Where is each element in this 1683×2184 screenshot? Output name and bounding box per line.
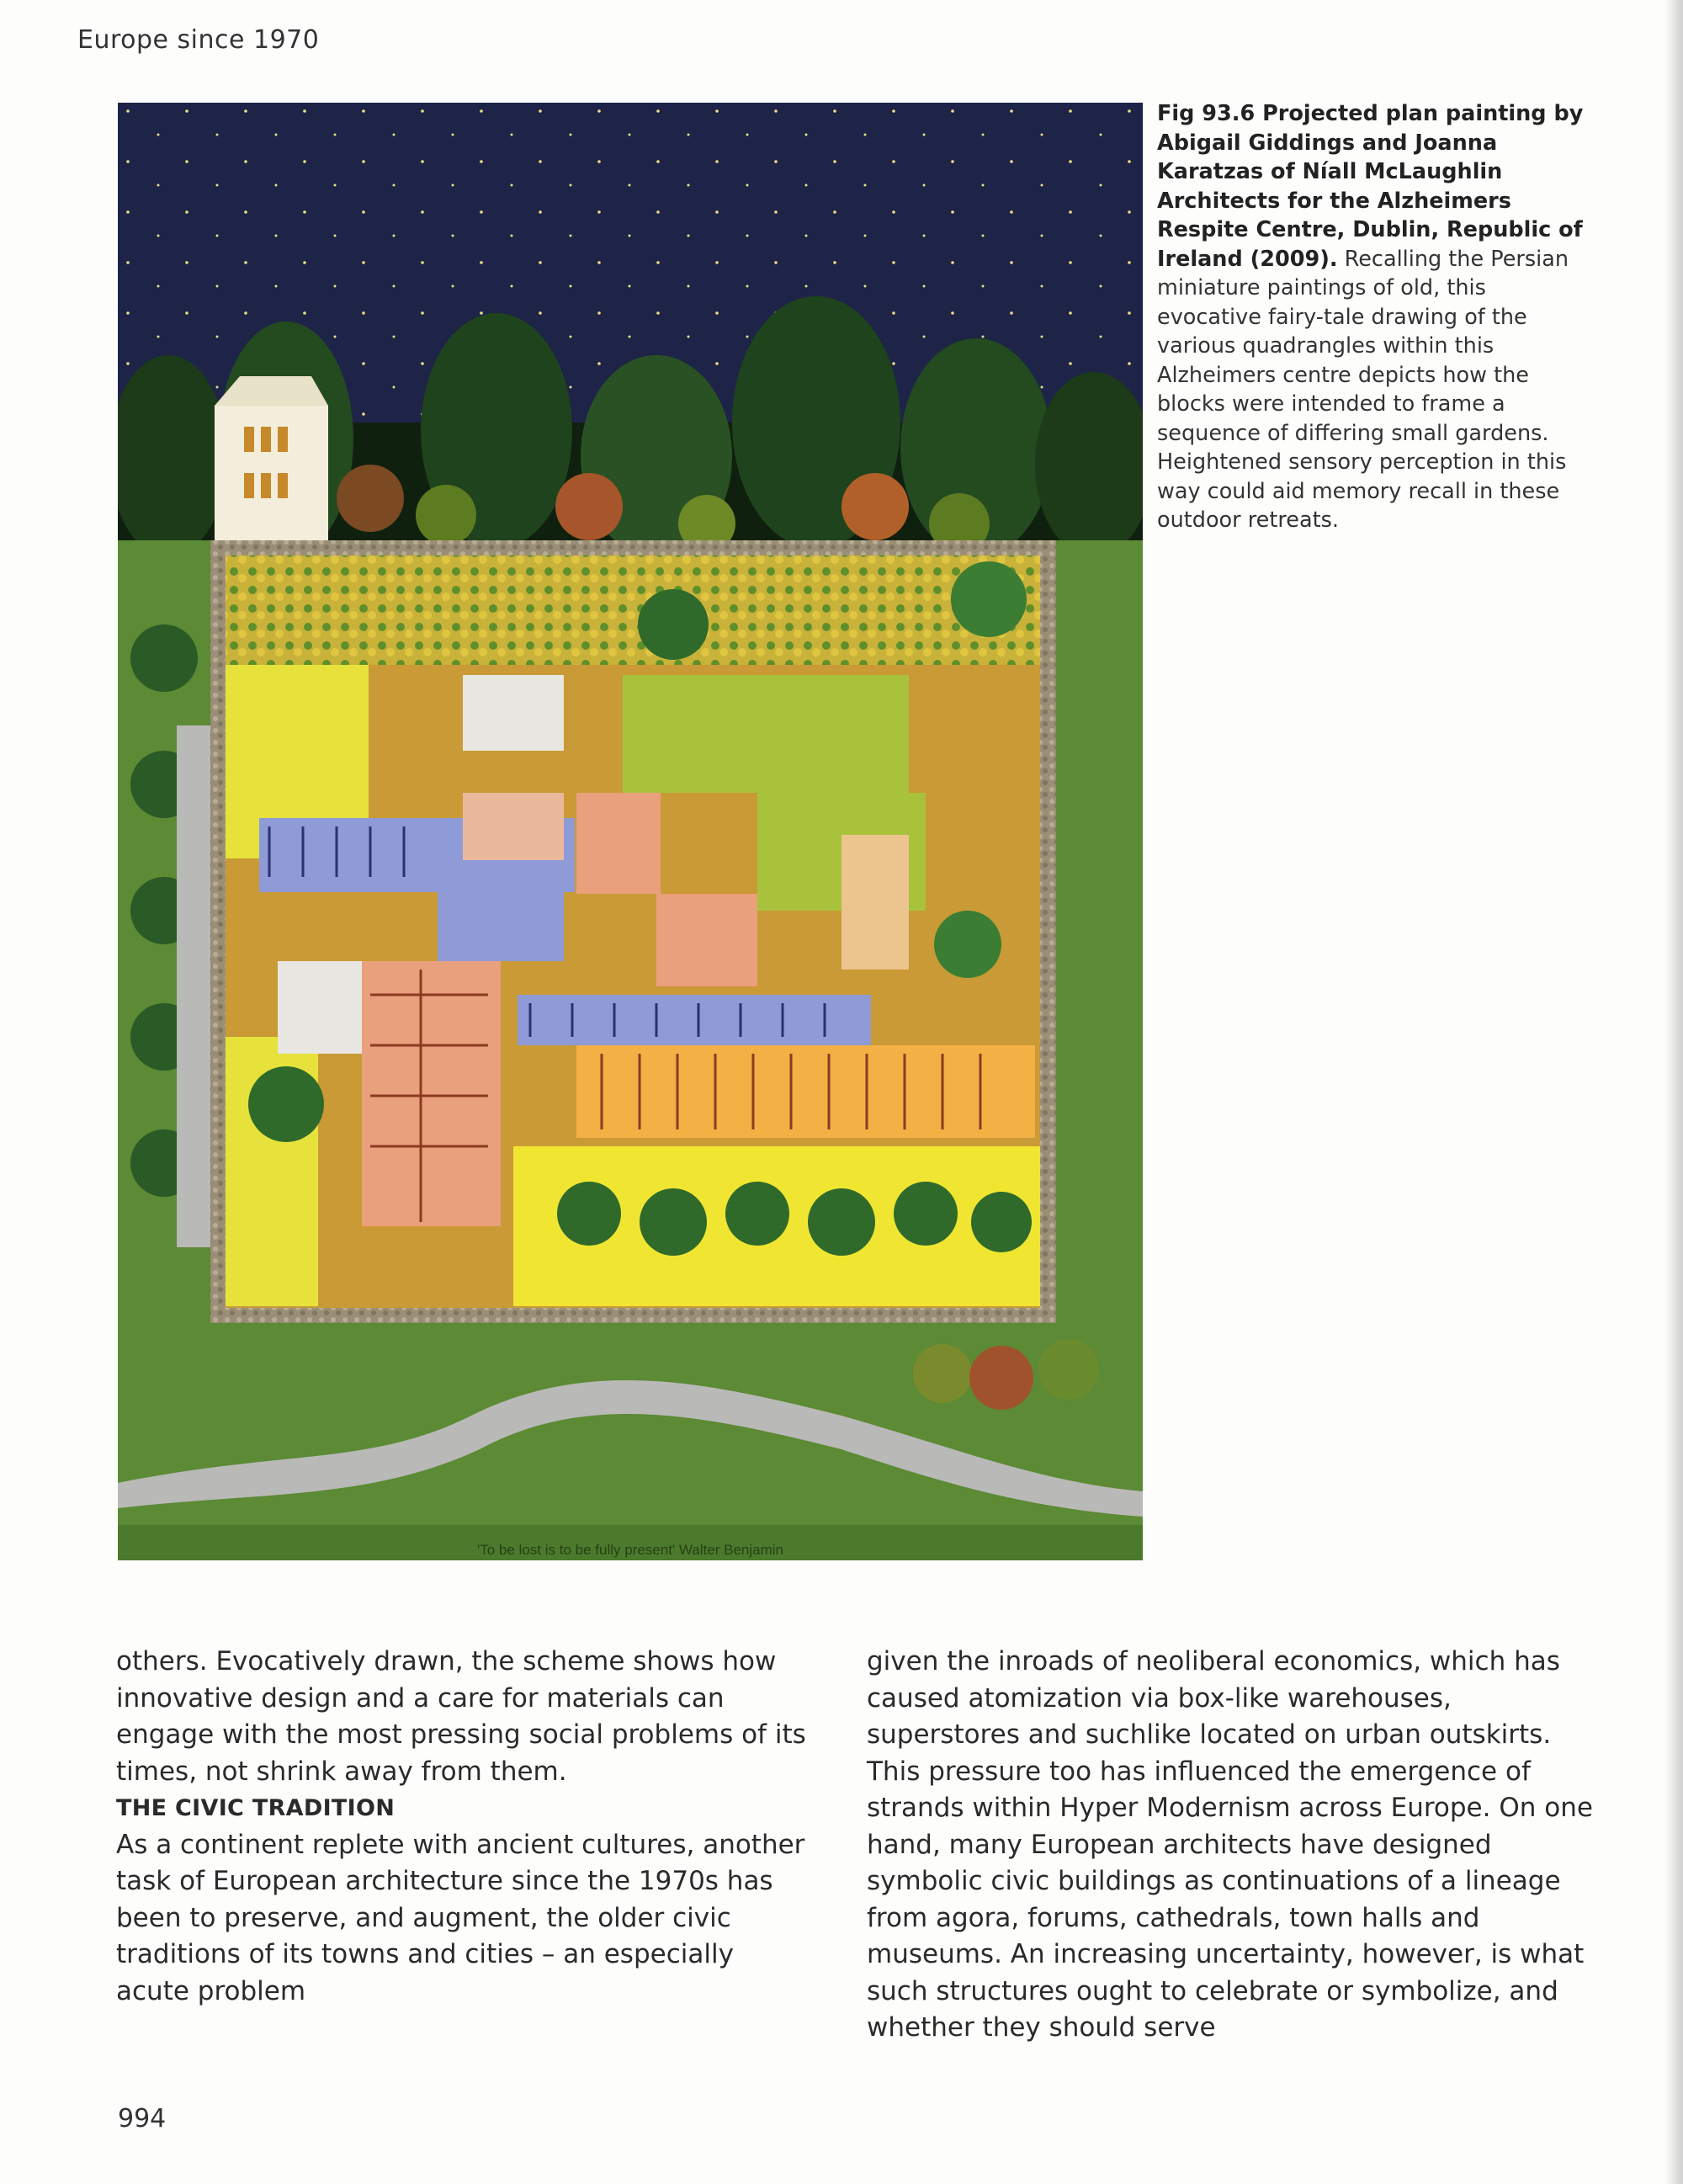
section-heading: THE CIVIC TRADITION (116, 1795, 396, 1821)
plan-painting (118, 103, 1143, 1560)
page-edge-shadow (1664, 0, 1683, 2184)
paragraph: As a continent replete with ancient cultures, another task of European architecture since the 1970s has been to preserve, and augment, the older civic traditions of its towns and cities – an especially acute problem (116, 1829, 805, 2006)
paragraph: given the inroads of neoliberal economics, which has caused atomization via box-like warehouses, superstores and suchlike located on urban outskirts. This pressure too has influenced the emergence of strands within Hyper Modernism across Europe. On one hand, many European architects have designed symbolic civic buildings as continuations of a lineage from agora, forums, cathedrals, town halls and museums. An increasing uncertainty, however, is what such structures ought to celebrate or symbolize, and whether they should serve (867, 1646, 1593, 2043)
caption-title: Fig 93.6 Projected plan painting by Abigail Giddings and Joanna Karatzas of Níall McLaughlin Architects for the Alzheimers Respite Centre, Dublin, Republic of Ireland (2009). (1157, 101, 1584, 272)
body-column-right (867, 1644, 1599, 2047)
plan-painting-figure (118, 103, 1143, 1560)
body-column-left (116, 1644, 815, 2010)
figure-caption (1157, 99, 1595, 535)
caption-body: Recalling the Persian miniature paintings of old, this evocative fairy-tale drawing of the various quadrangles within this Alzheimers centre depicts how the blocks were intended to frame a sequence of differing small gardens. Heightened sensory perception in this way could aid memory recall in these outdoor retreats. (1157, 246, 1569, 533)
paragraph: others. Evocatively drawn, the scheme shows how innovative design and a care for materials can engage with the most pressing social problems of its times, not shrink away from them. (116, 1646, 806, 1787)
page-number: 994 (118, 2104, 167, 2134)
glass-pavilion (278, 961, 362, 1054)
bedroom-row (576, 1045, 1035, 1138)
hedge-garden (226, 555, 1040, 665)
figure-quote: 'To be lost is to be fully present' Walter Benjamin (477, 1542, 783, 1558)
running-head: Europe since 1970 (77, 25, 320, 55)
